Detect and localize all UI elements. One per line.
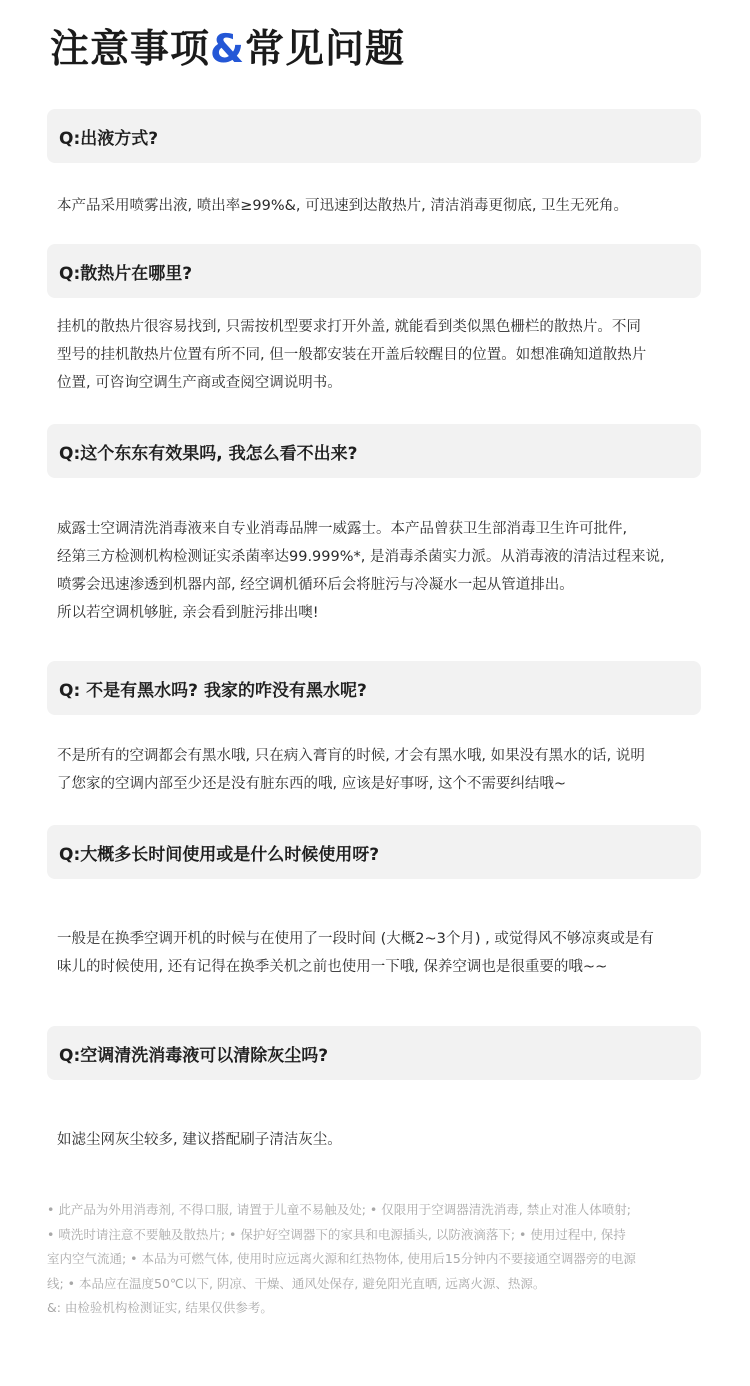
- answer-line: 威露士空调清洗消毒液来自专业消毒品牌一威露士。本产品曾获卫生部消毒卫生许可批件,: [57, 521, 628, 537]
- answer-line: 如滤尘网灰尘较多, 建议搭配刷子清洁灰尘。: [57, 1132, 342, 1148]
- answer-line: 喷雾会迅速渗透到机器内部, 经空调机循环后会将脏污与冷凝水一起从管道排出。: [57, 577, 574, 593]
- footnote-line: &: 由检验机构检测证实, 结果仅供参考。: [47, 1300, 273, 1315]
- answer-line: 不是所有的空调都会有黑水哦, 只在病入膏肓的时候, 才会有黑水哦, 如果没有黑水的话, 说明: [57, 748, 645, 764]
- title-part-1: 注意事项: [50, 27, 211, 72]
- footnote-line: 室内空气流通; • 本品为可燃气体, 使用时应远离火源和红热物体, 使用后15分钟内不要接通空调器旁的电源: [47, 1251, 636, 1266]
- faq-answer-3: [57, 515, 717, 627]
- faq-answer-6: [57, 1126, 717, 1154]
- faq-answer-1: [57, 192, 717, 220]
- footnote-line: 线; • 本品应在温度50℃以下, 阴凉、干燥、通风处保存, 避免阳光直晒, 远离火源、热源。: [47, 1275, 546, 1291]
- answer-line: 经第三方检测机构检测证实杀菌率达99.999%*, 是消毒杀菌实力派。从消毒液的清洁过程来说,: [57, 549, 665, 565]
- answer-line: 所以若空调机够脏, 亲会看到脏污排出噢!: [57, 605, 319, 621]
- faq-question-6: Q:空调清洗消毒液可以清除灰尘吗?: [47, 1026, 701, 1080]
- answer-line: 型号的挂机散热片位置有所不同, 但一般都安装在开盖后较醒目的位置。如想准确知道散热片: [57, 347, 647, 363]
- title-part-2: 常见问题: [245, 27, 406, 72]
- faq-answer-2: [57, 313, 717, 397]
- faq-answer-5: [57, 925, 717, 981]
- page-title: [50, 18, 405, 74]
- answer-line: 了您家的空调内部至少还是没有脏东西的哦, 应该是好事呀, 这个不需要纠结哦~: [57, 776, 567, 792]
- faq-question-5: Q:大概多长时间使用或是什么时候使用呀?: [47, 825, 701, 879]
- faq-answer-4: [57, 742, 717, 798]
- faq-question-1: Q:出液方式?: [47, 109, 701, 163]
- faq-question-2: Q:散热片在哪里?: [47, 244, 701, 298]
- answer-line: 挂机的散热片很容易找到, 只需按机型要求打开外盖, 就能看到类似黑色栅栏的散热片。不同: [57, 319, 641, 335]
- answer-line: 一般是在换季空调开机的时候与在使用了一段时间 (大概2~3个月) , 或觉得风不够凉爽或是有: [57, 931, 654, 947]
- footnote-line: • 喷洗时请注意不要触及散热片; • 保护好空调器下的家具和电源插头, 以防液滴落下; • 使用过程中, 保持: [47, 1226, 626, 1242]
- faq-question-4: Q: 不是有黑水吗? 我家的咋没有黑水呢?: [47, 661, 701, 715]
- answer-line: 本产品采用喷雾出液, 喷出率≥99%&, 可迅速到达散热片, 清洁消毒更彻底, 卫生无死角。: [57, 198, 629, 214]
- title-ampersand: &: [210, 27, 246, 72]
- faq-question-3: Q:这个东东有效果吗, 我怎么看不出来?: [47, 424, 701, 478]
- answer-line: 位置, 可咨询空调生产商或查阅空调说明书。: [57, 375, 342, 391]
- footnote-block: [47, 1198, 707, 1321]
- footnote-line: • 此产品为外用消毒剂, 不得口服, 请置于儿童不易触及处; • 仅限用于空调器清洗消毒, 禁止对准人体喷射;: [47, 1202, 631, 1217]
- answer-line: 味儿的时候使用, 还有记得在换季关机之前也使用一下哦, 保养空调也是很重要的哦~~: [57, 959, 608, 975]
